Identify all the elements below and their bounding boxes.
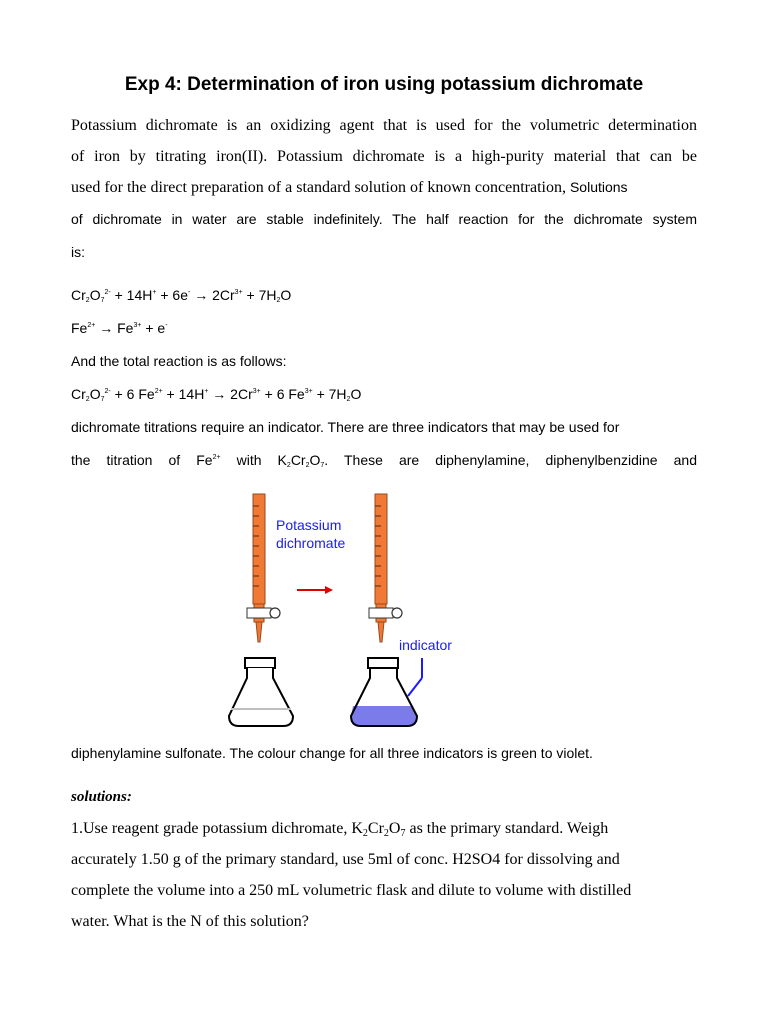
intro-line-5: is: [71,244,85,260]
reagent-label-line-2: dichromate [276,535,346,551]
indicator-line-3: diphenylamine sulfonate. The colour change for all three indicators is green to violet. [71,745,593,761]
page-title: Exp 4: Determination of iron using potassium dichromate [124,74,644,95]
intro-line-3-tail: Solutions [569,179,628,195]
half-reaction-iron: $Fe^{2+} \to Fe^{3+} + e^-$ [71,320,168,336]
solution-1-line-3: complete the volume into a 250 mL volumetric flask and dilute to volume with distilled [71,882,632,899]
total-reaction: $Cr_2O_7^{2-} + 6$ $Fe^{2+} + 14H^+ \to 2Cr^{3+} + 6$ $Fe^{3+} + 7H_2O$ [71,386,362,403]
solution-1-line-2: accurately 1.50 g of the primary standard, use 5ml of conc. H2SO4 for dissolving and [71,851,620,868]
intro-line-2: of iron by titrating iron(II). Potassium dichromate is a high-purity material that can be [71,148,697,165]
intro-line-3 [71,179,697,197]
indicator-label: indicator [399,637,452,653]
arrow-icon [297,586,333,594]
right-flask [351,658,417,726]
solutions-heading: solutions: [71,789,132,805]
solution-1-line-1: 1.Use reagent grade potassium dichromate, $K_2Cr_2O_7$ as the primary standard. Weigh [71,820,609,839]
titration-illustration [225,492,485,734]
intro-line-1: Potassium dichromate is an oxidizing agent that is used for the volumetric determination [71,117,697,134]
intro-line-4: of dichromate in water are stable indefinitely. The half reaction for the dichromate system [71,211,697,227]
indicator-pointer [408,658,422,696]
titration-figure [225,492,485,734]
indicator-line-1: dichromate titrations require an indicator. There are three indicators that may be used for [71,419,620,435]
solution-1-line-4: water. What is the N of this solution? [71,913,309,930]
left-flask [229,658,293,726]
reagent-label-line-1: Potassium [276,517,342,533]
indicator-line-2: the titration of $Fe^{2+}$ with $K_2Cr_2O_7$. These are diphenylamine, diphenylbenzidine and [71,452,697,469]
half-reaction-dichromate: $Cr_2O_7^{2-} + 14H^+ + 6e^- \to 2Cr^{3+} + 7H_2O$ [71,287,292,304]
total-reaction-intro: And the total reaction is as follows: [71,353,287,369]
intro-line-3-text: used for the direct preparation of a standard solution of known concentration, [71,179,566,196]
right-burette [369,494,402,642]
